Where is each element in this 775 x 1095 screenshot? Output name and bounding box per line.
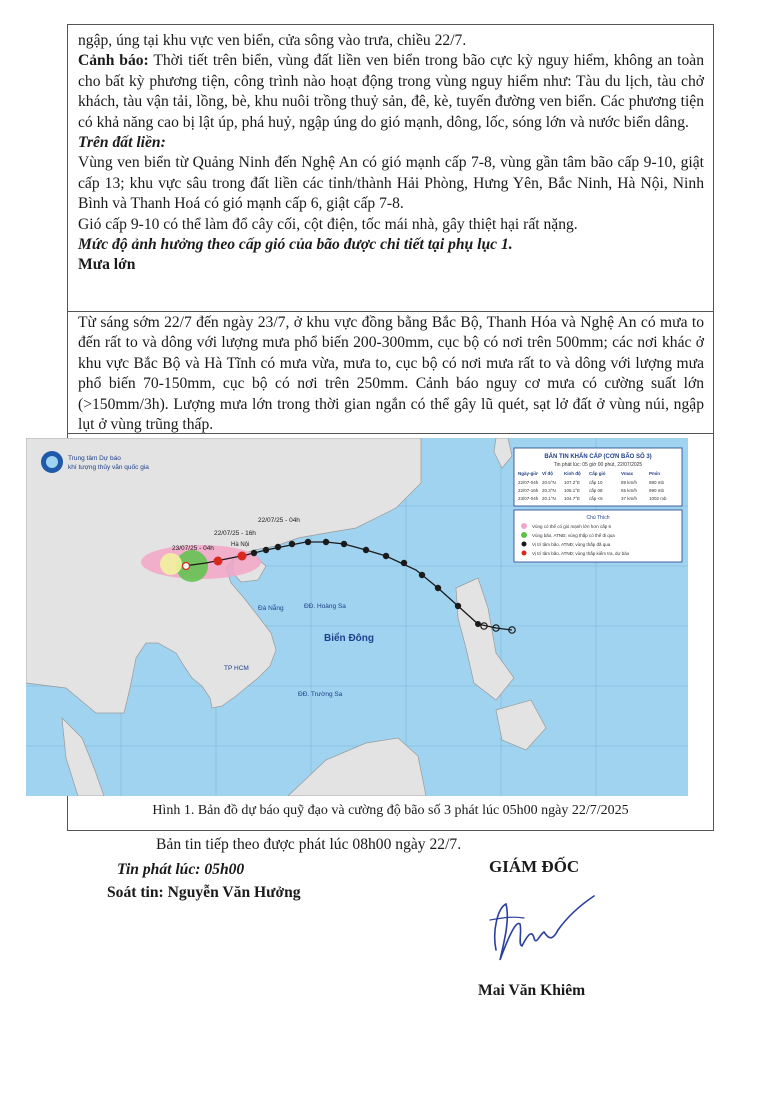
sea-warning-paragraph [78,51,704,133]
svg-text:Vĩ độ: Vĩ độ [542,471,553,476]
map-legend [514,510,682,562]
svg-text:990 mb: 990 mb [649,488,665,493]
legend-title: Chú Thích [586,515,610,521]
svg-text:cấp <6: cấp <6 [589,496,603,501]
svg-text:1002 mb: 1002 mb [649,496,667,501]
legend-item-1: Vùng bão, ATNĐ; vùng thấp có thể đi qua [532,533,615,538]
damage-paragraph: Gió cấp 9-10 có thể làm đổ cây cối, cột điện, tốc mái nhà, gây thiệt hại rất nặng. [78,215,578,233]
warning-section [67,24,714,312]
forecast-low-area [160,553,182,575]
svg-text:22/07-16h: 22/07-16h [518,488,539,493]
svg-text:65 km/h: 65 km/h [621,488,638,493]
svg-text:Vmax: Vmax [621,471,634,476]
land-heading: Trên đất liền: [78,134,166,152]
agency-line2: khí tượng thủy văn quốc gia [68,464,149,471]
storm-track-map [26,438,688,796]
svg-text:Ngày-giờ: Ngày-giờ [518,471,538,476]
next-bulletin-note: Bản tin tiếp theo được phát lúc 08h00 ngày 22/7. [156,836,462,853]
svg-text:cấp 10: cấp 10 [589,480,603,485]
signer-name: Mai Văn Khiêm [478,982,586,999]
reviewer-line: Soát tin: Nguyễn Văn Hưởng [107,884,301,901]
bulletin-title: BẢN TIN KHẨN CẤP (CƠN BÃO SỐ 3) [544,454,652,460]
label-danang: Đà Nẵng [258,605,284,612]
label-t0: 22/07/25 - 04h [258,517,300,524]
appendix-note: Mức độ ảnh hưởng theo cấp gió của bão được chi tiết tại phụ lục 1. [78,236,513,254]
bulletin-time: Tin phát lúc: 05 giờ 00 phút, 22/07/2025 [553,462,643,468]
rain-paragraph: Từ sáng sớm 22/7 đến ngày 23/7, ở khu vực đồng bằng Bắc Bộ, Thanh Hóa và Nghệ An có mưa to đến rất to và dông với lượng mưa phổ biến 200-300mm, cục bộ có nơi trên 500mm; các nơi khác ở khu vực Bắc Bộ và Hà Tĩnh có mưa vừa, mưa to, cục bộ có nơi mưa rất to và dông với lượng mưa phổ biến 70-150mm, cục bộ có nơi trên 250mm. Cảnh báo nguy cơ mưa có cường suất lớn (>150mm/3h). Lượng mưa lớn trong thời gian ngắn có thể gây lũ quét, sạt lở đất ở vùng núi, ngập lụt ở vùng trũng thấp. [78,314,704,434]
rain-text-block [78,313,704,435]
warning-label: Cảnh báo: [78,52,149,70]
legend-forecast-swatch [522,551,527,556]
legend-danger-swatch [521,523,527,529]
warning-text: Thời tiết trên biển, vùng đất liền ven biển trong bão cực kỳ nguy hiểm, không an toàn cho bất kỳ phương tiện, công trình nào hoạt động trong vùng nguy hiểm như: Tàu du lịch, tàu chở khách, tàu vận tải, lồng, bè, khu nuôi trồng thuỷ sản, đê, kè, tuyến đường ven biển. Các phương tiện có khả năng cao bị lật úp, phá huỷ, ngập úng do gió mạnh, dông, lốc, sóng lớn và nước biển dâng. [78,52,704,131]
label-hanoi: Hà Nội [231,542,250,548]
svg-text:22/07-04h: 22/07-04h [518,480,539,485]
svg-text:Kinh độ: Kinh độ [564,471,581,476]
svg-text:37 km/h: 37 km/h [621,496,638,501]
label-t2: 23/07/25 - 04h [172,545,214,552]
svg-text:Pmin: Pmin [649,471,661,476]
issue-time: Tin phát lúc: 05h00 [117,861,245,878]
rain-heading: Mưa lớn [78,256,136,274]
label-t1: 22/07/25 - 16h [214,530,256,537]
svg-text:980 mb: 980 mb [649,480,665,485]
handwritten-signature [482,890,602,975]
signer-title: GIÁM ĐỐC [489,857,580,876]
rain-section [67,310,714,434]
label-biendong: Biển Đông [324,633,374,644]
svg-text:104.7°E: 104.7°E [564,496,581,501]
legend-storm-swatch [521,532,527,538]
svg-text:106.1°E: 106.1°E [564,488,581,493]
label-hoangsa: ĐĐ. Hoàng Sa [304,603,346,610]
legend-item-3: Vị trí tâm bão, ATNĐ; vùng thấp kiểm tra, dự báo [532,551,630,556]
agency-line1: Trung tâm Dự báo [68,455,121,462]
legend-item-2: Vị trí tâm bão, ATNĐ; vùng thấp đã qua [532,542,611,547]
bulletin-panel [514,448,682,506]
land-paragraph: Vùng ven biển từ Quảng Ninh đến Nghệ An có gió mạnh cấp 7-8, vùng gần tâm bão cấp 9-10, giật cấp 13; khu vực sâu trong đất liền các tỉnh/thành Hải Phòng, Hưng Yên, Bắc Ninh, Hà Nội, Ninh Bình và Thanh Hoá có gió mạnh cấp 6, giật cấp 7-8. [78,154,704,213]
figure-caption: Hình 1. Bản đồ dự báo quỹ đạo và cường độ bão số 3 phát lúc 05h00 ngày 22/7/2025 [152,803,629,818]
svg-text:20.1°N: 20.1°N [542,496,556,501]
continued-line: ngập, úng tại khu vực ven biển, cửa sông vào trưa, chiều 22/7. [78,32,467,49]
svg-text:Cấp gió: Cấp gió [589,471,606,476]
legend-item-0: Vùng có thể có gió mạnh lớn hơn cấp 6 [532,524,611,529]
svg-text:20.5°N: 20.5°N [542,480,556,485]
label-hcm: TP HCM [224,665,249,672]
svg-text:89 km/h: 89 km/h [621,480,638,485]
svg-text:23/07-04h: 23/07-04h [518,496,539,501]
label-truongsa: ĐĐ. Trường Sa [298,691,343,698]
agency-logo [41,451,63,473]
warning-text-block [78,31,704,276]
svg-text:107.2°E: 107.2°E [564,480,581,485]
svg-text:20.3°N: 20.3°N [542,488,556,493]
svg-text:cấp 08: cấp 08 [589,488,603,493]
legend-past-swatch [522,542,527,547]
